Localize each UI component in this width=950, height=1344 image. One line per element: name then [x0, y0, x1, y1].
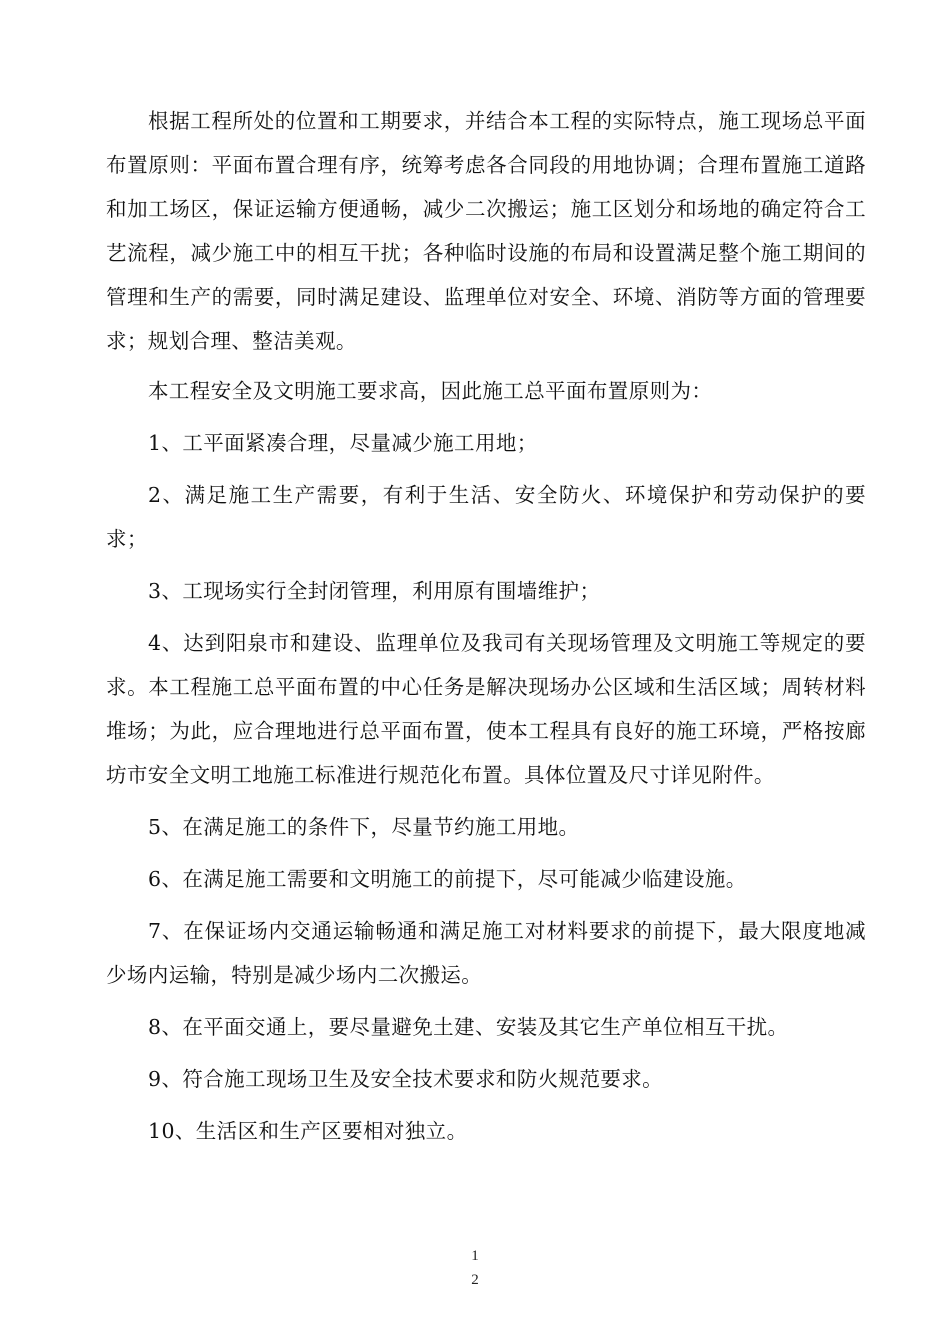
- paragraph-intro: 根据工程所处的位置和工期要求，并结合本工程的实际特点，施工现场总平面布置原则：平面布置合理有序，统筹考虑各合同段的用地协调；合理布置施工道路和加工场区，保证运输方便通畅，减少二次搬运；施工区划分和场地的确定符合工艺流程，减少施工中的相互干扰；各种临时设施的布局和设置满足整个施工期间的管理和生产的需要，同时满足建设、监理单位对安全、环境、消防等方面的管理要求；规划合理、整洁美观。: [106, 109, 866, 353]
- list-item-6: 6、在满足施工需要和文明施工的前提下，尽可能减少临建设施。: [148, 867, 747, 891]
- list-item-3: 3、工现场实行全封闭管理，利用原有围墙维护；: [148, 579, 601, 603]
- page-number-line-2: 2: [471, 1272, 479, 1288]
- list-item-9: 9、符合施工现场卫生及安全技术要求和防火规范要求。: [148, 1067, 664, 1091]
- list-item-5: 5、在满足施工的条件下，尽量节约施工用地。: [148, 815, 580, 839]
- list-item-7: 7、在保证场内交通运输畅通和满足施工对材料要求的前提下，最大限度地减少场内运输，特别是减少场内二次搬运。: [106, 919, 866, 987]
- list-item-10: 10、生活区和生产区要相对独立。: [148, 1119, 468, 1143]
- list-item-4: 4、达到阳泉市和建设、监理单位及我司有关现场管理及文明施工等规定的要求。本工程施工总平面布置的中心任务是解决现场办公区域和生活区域；周转材料堆场；为此，应合理地进行总平面布置，使本工程具有良好的施工环境，严格按廊坊市安全文明工地施工标准进行规范化布置。具体位置及尺寸详见附件。: [106, 631, 866, 787]
- list-item-8: 8、在平面交通上，要尽量避免土建、安装及其它生产单位相互干扰。: [148, 1015, 789, 1039]
- list-item-1: 1、工平面紧凑合理，尽量减少施工用地；: [148, 431, 538, 455]
- list-item-2: 2、满足施工生产需要，有利于生活、安全防火、环境保护和劳动保护的要求；: [106, 483, 866, 551]
- page-number-line-1: 1: [471, 1248, 479, 1264]
- document-body: [106, 99, 866, 1161]
- paragraph-principle-lead: 本工程安全及文明施工要求高，因此施工总平面布置原则为：: [148, 379, 713, 403]
